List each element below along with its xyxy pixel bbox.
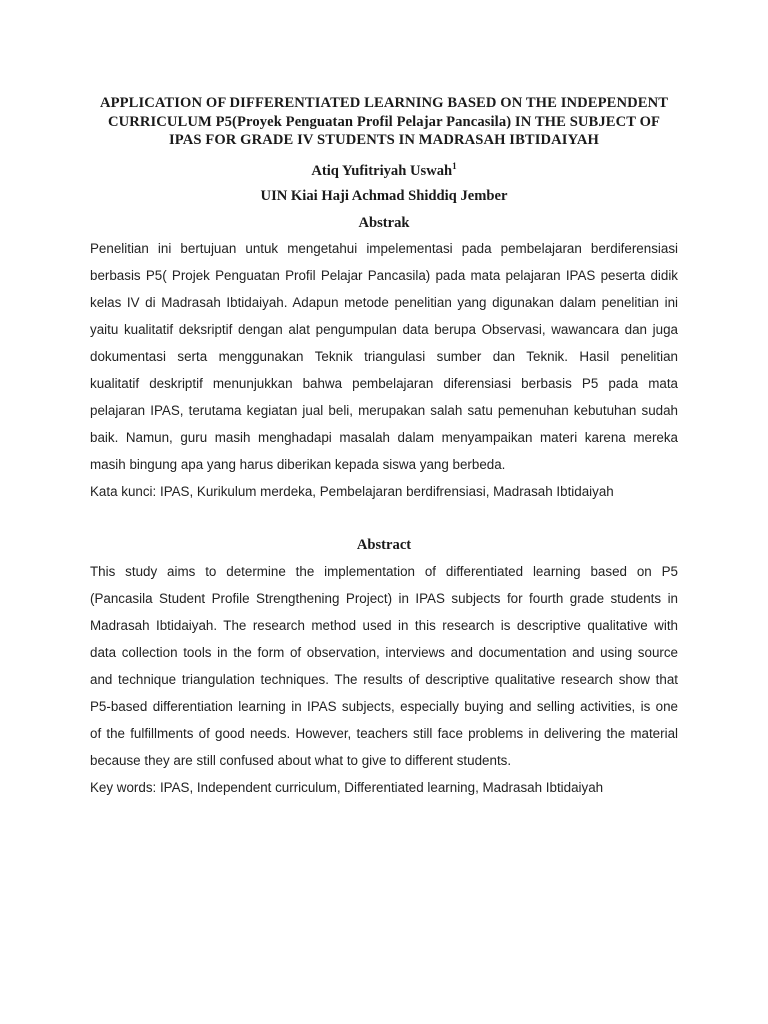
abstrak-line: masih bingung apa yang harus diberikan kepada siswa yang berbeda.	[90, 457, 506, 472]
abstract-line: of the fulfillments of good needs. However, teachers still face problems in delivering the material	[90, 726, 678, 741]
abstrak-heading: Abstrak	[358, 215, 410, 231]
author-superscript: 1	[452, 161, 457, 171]
abstrak-line: berbasis P5( Projek Penguatan Profil Pelajar Pancasila) pada mata pelajaran IPAS peserta didik	[90, 268, 678, 283]
abstract-line: (Pancasila Student Profile Strengthening Project) in IPAS subjects for fourth grade students in	[90, 591, 678, 606]
abstrak-line: baik. Namun, guru masih menghadapi masalah dalam menyampaikan materi karena mereka	[90, 430, 678, 445]
abstrak-line: kelas IV di Madrasah Ibtidaiyah. Adapun metode penelitian yang digunakan dalam penelitian ini	[90, 295, 678, 310]
abstract-line: P5-based differentiation learning in IPAS subjects, especially buying and selling activities, is one	[90, 699, 678, 714]
abstrak-line: yaitu kualitatif deksriptif dengan alat pengumpulan data berupa Observasi, wawancara dan juga	[90, 322, 678, 337]
author-affiliation: UIN Kiai Haji Achmad Shiddiq Jember	[260, 188, 508, 204]
abstract-heading: Abstract	[356, 537, 412, 553]
title-line: APPLICATION OF DIFFERENTIATED LEARNING BASED ON THE INDEPENDENT	[99, 95, 669, 111]
abstract-line: because they are still confused about what to give to different students.	[90, 753, 512, 768]
author-name-text: Atiq Yufitriyah Uswah	[311, 162, 453, 179]
abstract-keywords: Key words: IPAS, Independent curriculum, Differentiated learning, Madrasah Ibtidaiyah	[90, 780, 604, 795]
abstrak-body	[90, 235, 678, 478]
abstrak-keywords: Kata kunci: IPAS, Kurikulum merdeka, Pembelajaran berdifrensiasi, Madrasah Ibtidaiyah	[90, 484, 614, 499]
title-line: IPAS FOR GRADE IV STUDENTS IN MADRASAH IBTIDAIYAH	[169, 132, 599, 148]
abstract-line: Madrasah Ibtidaiyah. The research method used in this research is descriptive qualitative with	[90, 618, 678, 633]
abstrak-line: Penelitian ini bertujuan untuk mengetahui impelementasi pada pembelajaran berdiferensiasi	[90, 241, 678, 256]
abstrak-line: dokumentasi serta menggunakan Teknik triangulasi sumber dan Teknik. Hasil penelitian	[90, 349, 678, 364]
abstrak-line: kualitatif deskriptif menunjukkan bahwa pembelajaran diferensiasi berbasis P5 pada mata	[90, 376, 678, 391]
title-line: CURRICULUM P5(Proyek Penguatan Profil Pelajar Pancasila) IN THE SUBJECT OF	[107, 113, 661, 130]
abstract-line: This study aims to determine the implementation of differentiated learning based on P5	[90, 564, 678, 579]
abstract-line: and technique triangulation techniques. The results of descriptive qualitative research show that	[90, 672, 678, 687]
paper-title	[88, 94, 680, 150]
abstract-body	[90, 558, 678, 774]
abstrak-line: pelajaran IPAS, terutama kegiatan jual beli, merupakan salah satu pemenuhan kebutuhan sudah	[90, 403, 678, 418]
abstract-line: data collection tools in the form of observation, interviews and documentation and using source	[90, 645, 678, 660]
author-name	[88, 161, 680, 180]
